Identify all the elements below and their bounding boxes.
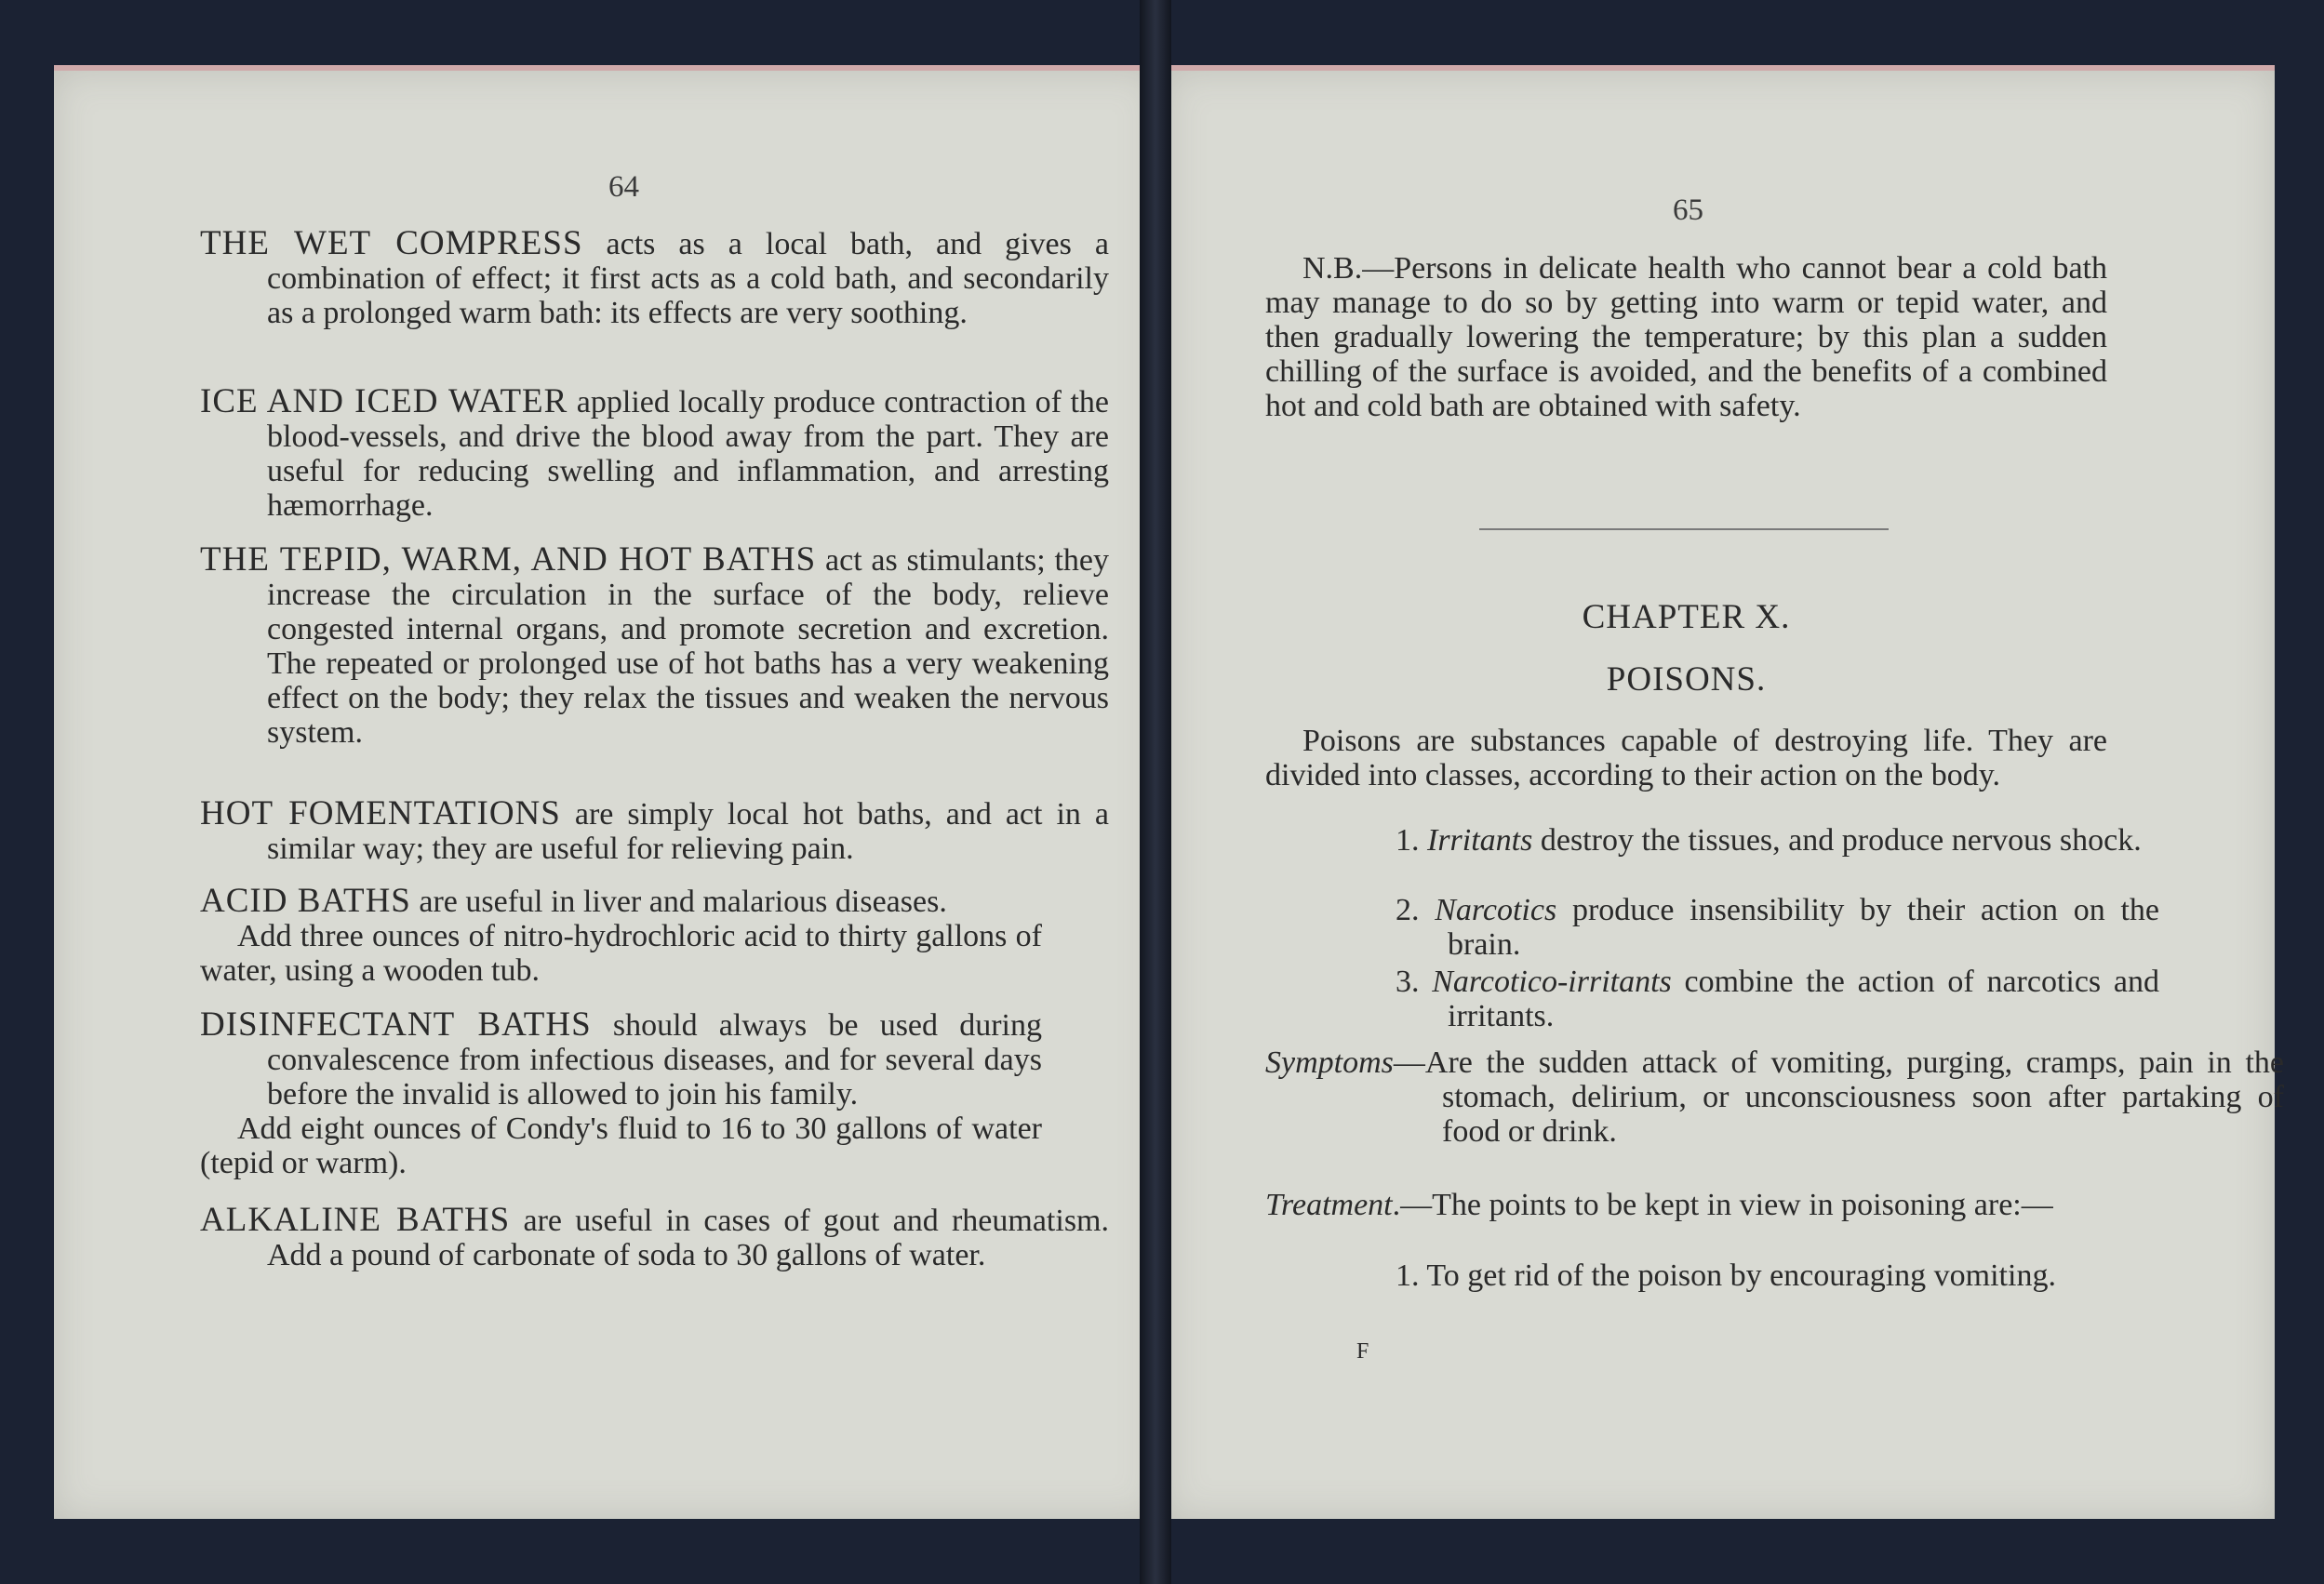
paragraph-text: are useful in liver and malarious diseases. [410,885,947,919]
paragraph-text: are useful in cases of gout and rheumatism. Add a pound of carbonate of soda to 30 gallons of water. [267,1204,1109,1272]
class-item-2 [1396,893,2159,962]
intro-paragraph: Poisons are substances capable of destroying life. They are divided into classes, according to their action on the body. [1265,724,2107,792]
chapter-title: POISONS. [1606,660,1767,699]
book-spine [1140,0,1171,1584]
paragraph-head: THE WET COMPRESS [200,224,583,262]
paragraph-text: acts as a local bath, and gives a combination of effect; it first acts as a cold bath, and secondarily as a prolonged warm bath: its effects are very soothing. [267,227,1109,330]
paragraph-text: are simply local hot baths, and act in a similar way; they are useful for relieving pain. [267,797,1109,866]
page-number-right: 65 [1673,193,1703,227]
paragraph-text: applied locally produce contraction of the blood-vessels, and drive the blood away from the part. They are useful for reducing swelling and inflammation, and arresting hæmorrhage. [267,385,1109,523]
symptoms-paragraph [1265,1045,2284,1149]
paragraph-ice-water [200,384,1109,523]
paragraph-baths [200,542,1109,750]
class-item-3 [1396,965,2159,1033]
symptoms-text: —Are the sudden attack of vomiting, purging, cramps, pain in the stomach, delirium, or unconsciousness soon after partaking of food or drink. [1393,1045,2284,1149]
treatment-item-1 [1396,1258,2159,1293]
paragraph-head: DISINFECTANT BATHS [200,1005,592,1044]
symptoms-label: Symptoms [1265,1045,1394,1080]
paragraph-acid-baths [200,884,1042,988]
nb-paragraph: N.B.—Persons in delicate health who cannot bear a cold bath may manage to do so by getting into warm or tepid water, and then gradually lowering the temperature; by this plan a sudden chilling of the surface is avoided, and the benefits of a combined hot and cold bath are obtained with safety. [1265,251,2107,423]
treatment-paragraph [1265,1188,2284,1222]
item-number: 3. [1396,965,1420,999]
page-number-left: 64 [608,170,639,204]
chapter-number: CHAPTER X. [1582,598,1791,636]
paragraph-head: ACID BATHS [200,882,411,920]
paragraph-wet-compress [200,226,1109,330]
paragraph-head: ALKALINE BATHS [200,1201,511,1239]
item-text: To get rid of the poison by encouraging vomiting. [1419,1258,2056,1293]
paragraph-fomentations [200,796,1109,866]
paragraph-head: ICE AND ICED WATER [200,382,568,420]
item-number: 1. [1396,823,1420,858]
paragraph-alkaline [200,1203,1109,1272]
signature-mark: F [1356,1339,1369,1364]
item-term: Narcotics [1435,893,1557,927]
item-number: 2. [1396,893,1420,927]
item-term: Irritants [1427,823,1533,858]
paragraph-text: should always be used during convalescence from infectious diseases, and for several days before the invalid is allowed to join his family. [267,1008,1042,1111]
paragraph-head: THE TEPID, WARM, AND HOT BATHS [200,540,817,579]
item-term: Narcotico-irritants [1432,965,1672,999]
paragraph-disinfectant [200,1007,1042,1180]
paragraph-text: act as stimulants; they increase the circulation in the surface of the body, relieve congested internal organs, and promote secretion and excretion. The repeated or prolonged use of hot baths has a very weakening effect on the body; they relax the tissues and weaken the nervous system. [267,543,1109,750]
item-text: combine the action of narcotics and irritants. [1448,965,2159,1033]
class-item-1 [1396,823,2159,858]
section-divider [1479,528,1889,530]
paragraph-head: HOT FOMENTATIONS [200,794,561,832]
paragraph-sub: Add three ounces of nitro-hydrochloric acid to thirty gallons of water, using a wooden tub. [200,919,1042,988]
item-text: produce insensibility by their action on the brain. [1448,893,2160,962]
item-text: destroy the tissues, and produce nervous shock. [1532,823,2142,858]
item-number: 1. [1396,1258,1420,1293]
paragraph-sub: Add eight ounces of Condy's fluid to 16 to 30 gallons of water (tepid or warm). [200,1111,1042,1180]
treatment-label: Treatment [1265,1188,1393,1222]
treatment-text: .—The points to be kept in view in poisoning are:— [1392,1188,2053,1222]
